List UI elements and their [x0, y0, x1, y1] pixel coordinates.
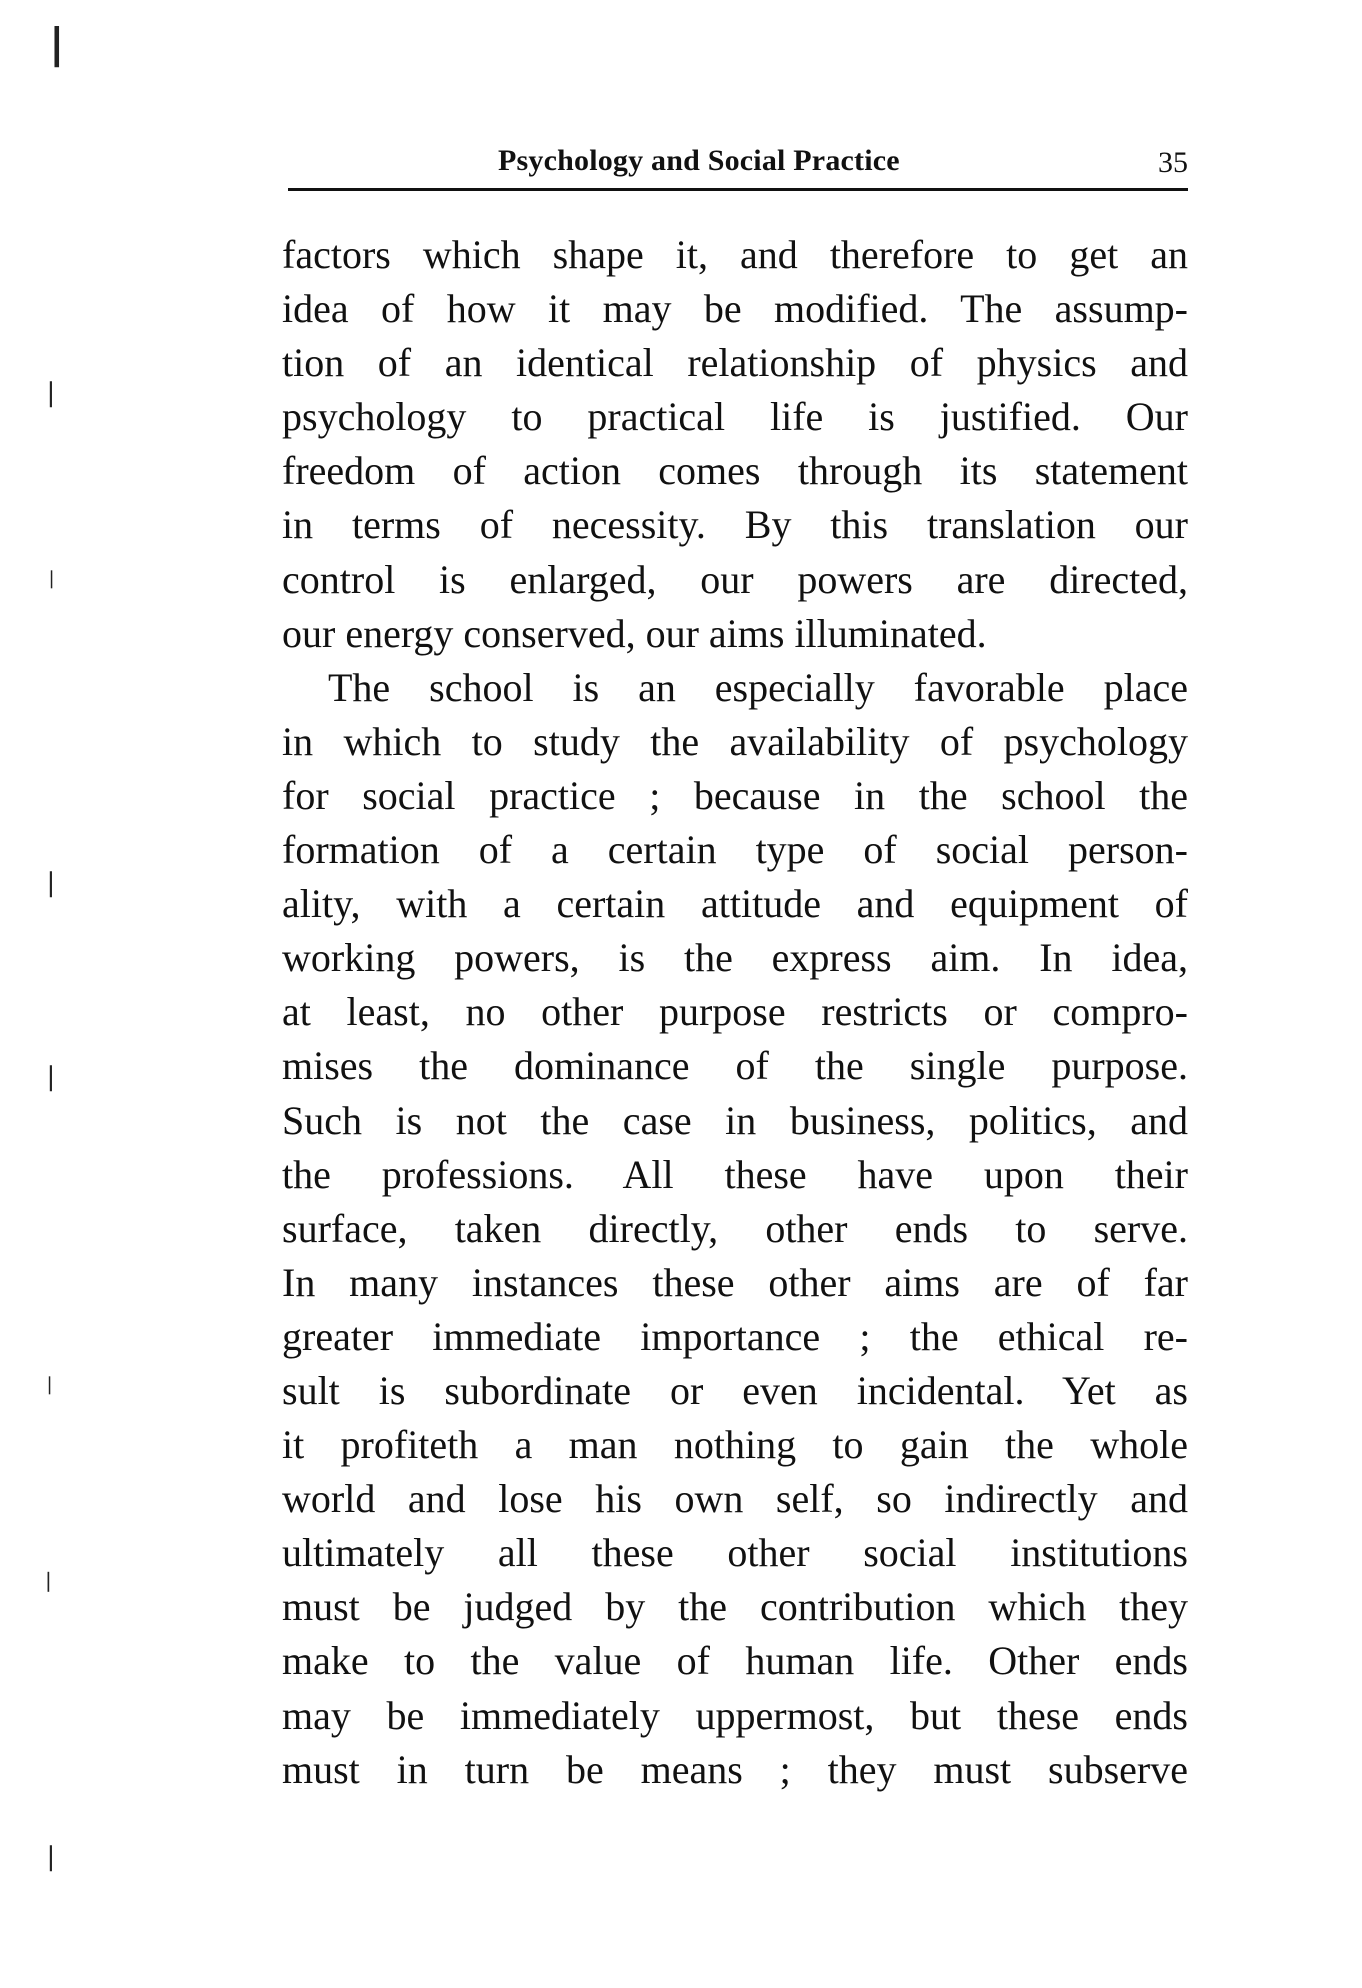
text-line: Such is not the case in business, politics, and [282, 1097, 1188, 1143]
text-line: freedom of action comes through its statement [282, 448, 1188, 494]
text-line: idea of how it may be modified. The assump- [282, 286, 1188, 332]
margin-mark: ❘ [40, 21, 74, 66]
page-number: 35 [1158, 146, 1188, 179]
margin-mark: ❘ [40, 1842, 62, 1871]
text-line: control is enlarged, our powers are directed, [282, 556, 1188, 602]
margin-mark: ❘ [44, 568, 60, 588]
text-line: factors which shape it, and therefore to get an [282, 232, 1188, 277]
text-line: the professions. All these have upon their [282, 1151, 1188, 1197]
text-line: The school is an especially favorable place [328, 664, 1188, 710]
text-line: ultimately all these other social institutions [282, 1530, 1188, 1576]
running-head [288, 138, 1188, 188]
text-line: our energy conserved, our aims illuminated. [282, 610, 987, 656]
header-rule [288, 188, 1188, 191]
margin-mark: ❘ [42, 1374, 58, 1394]
text-line: mises the dominance of the single purpose. [282, 1043, 1188, 1089]
text-line: in terms of necessity. By this translation our [282, 502, 1188, 548]
text-line: formation of a certain type of social person- [282, 827, 1188, 873]
running-head-title: Psychology and Social Practice [498, 144, 900, 177]
text-line: for social practice ; because in the school the [282, 772, 1188, 818]
text-line: working powers, is the express aim. In idea, [282, 935, 1188, 981]
text-line: greater immediate importance ; the ethical re- [282, 1313, 1188, 1359]
body-text [282, 228, 1188, 1797]
text-line: sult is subordinate or even incidental. Yet as [282, 1367, 1188, 1413]
text-line: ality, with a certain attitude and equipment of [282, 881, 1188, 927]
text-line: at least, no other purpose restricts or compro- [282, 989, 1188, 1035]
text-line: tion of an identical relationship of physics and [282, 340, 1188, 386]
text-line: surface, taken directly, other ends to serve. [282, 1205, 1188, 1251]
margin-mark: ❘ [40, 868, 62, 897]
text-line: world and lose his own self, so indirectly and [282, 1476, 1188, 1522]
margin-mark: ❘ [40, 1570, 57, 1592]
margin-mark: ❘ [40, 1062, 62, 1091]
text-line: psychology to practical life is justified. Our [282, 394, 1188, 440]
text-line: In many instances these other aims are of far [282, 1259, 1188, 1305]
text-line: it profiteth a man nothing to gain the whole [282, 1422, 1188, 1468]
text-line: may be immediately uppermost, but these ends [282, 1692, 1188, 1738]
text-line: must be judged by the contribution which they [282, 1584, 1188, 1630]
text-line: must in turn be means ; they must subserve [282, 1746, 1188, 1792]
margin-mark: ❘ [40, 378, 62, 407]
text-line: in which to study the availability of psychology [282, 718, 1188, 764]
text-line: make to the value of human life. Other ends [282, 1638, 1188, 1684]
